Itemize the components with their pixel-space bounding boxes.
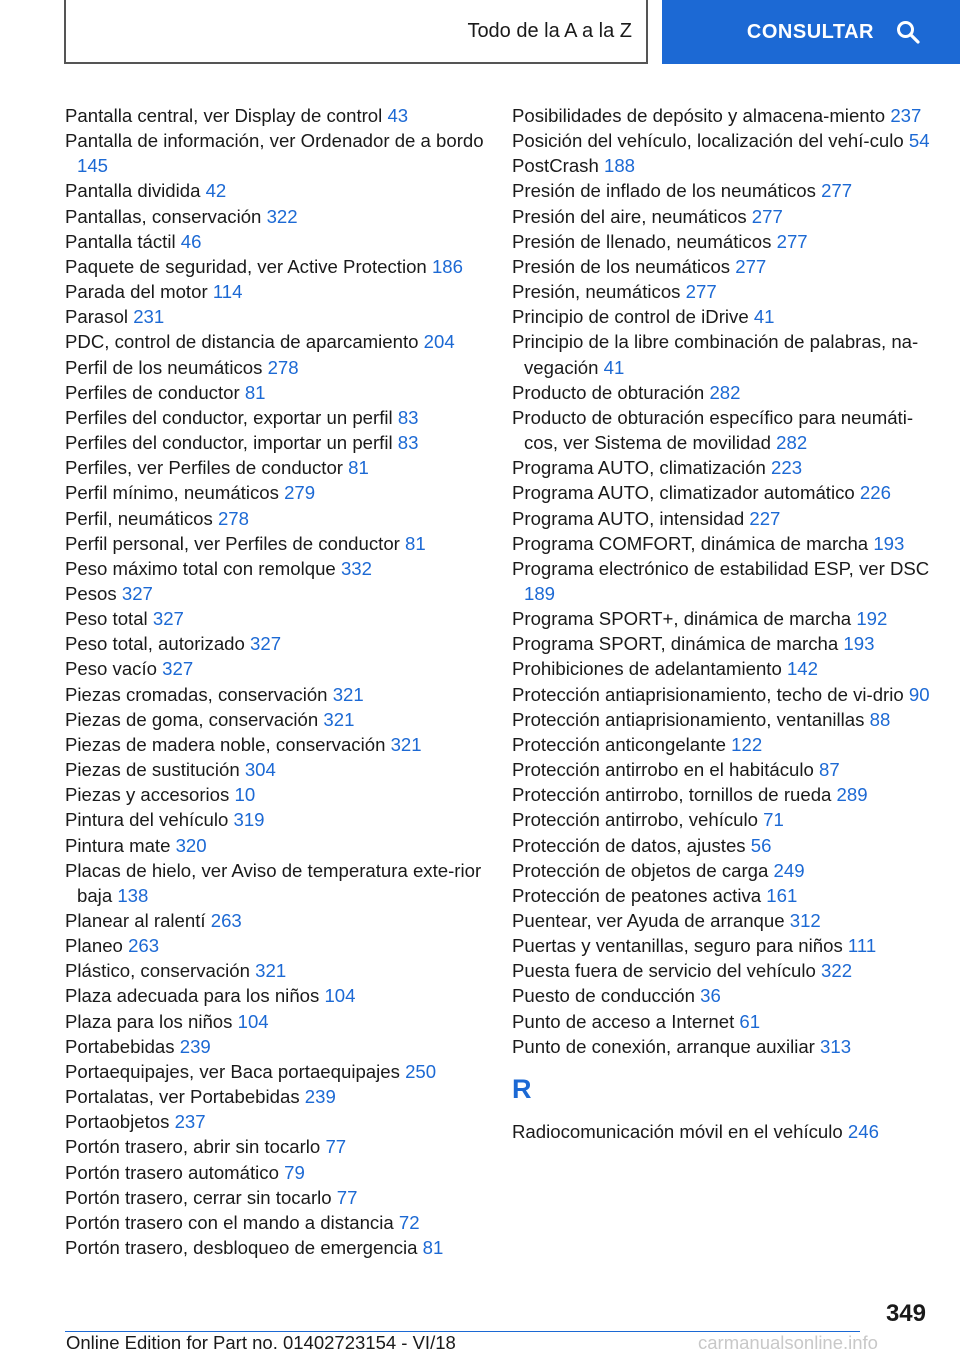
index-entry-page-link[interactable]: 312	[789, 910, 821, 931]
index-entry	[65, 279, 490, 304]
index-entry	[65, 581, 490, 606]
index-entry	[65, 1109, 490, 1134]
index-entry-page-link[interactable]: 83	[397, 406, 419, 428]
index-entry	[65, 732, 490, 757]
index-entry	[512, 782, 932, 807]
index-entry-page-link[interactable]: 46	[180, 230, 202, 252]
index-entry-page-link[interactable]: 56	[750, 834, 772, 856]
index-entry-page-link[interactable]: 61	[739, 1010, 761, 1032]
index-entry-page-link[interactable]: 332	[340, 557, 372, 579]
index-entry-page-link[interactable]: 246	[847, 1120, 879, 1142]
index-entry-term: Programa electrónico de estabilidad ESP, ver DSC	[512, 557, 930, 579]
index-entry	[512, 858, 932, 883]
index-entry-term: Programa SPORT, dinámica de marcha	[512, 633, 839, 655]
index-entry-term: Presión de llenado, neumáticos	[512, 230, 772, 252]
index-entry	[65, 933, 490, 958]
index-entry-term: Prohibiciones de adelantamiento	[512, 658, 782, 680]
index-entry-term: Puesta fuera de servicio del vehículo	[512, 960, 816, 982]
index-entry-page-link[interactable]: 278	[217, 507, 249, 529]
index-entry-page-link[interactable]: 192	[856, 608, 888, 630]
index-entry-term: Portaobjetos	[65, 1111, 170, 1133]
index-entry	[65, 103, 490, 128]
consultar-label: CONSULTAR	[746, 20, 874, 43]
search-icon	[896, 20, 920, 44]
index-entry-term: Portón trasero, desbloqueo de emergencia	[65, 1237, 418, 1259]
index-entry	[65, 229, 490, 254]
index-entry-term: Planeo	[65, 935, 123, 957]
index-entry-term: Posibilidades de depósito y almacena-miento	[512, 105, 886, 126]
index-entry-term: Producto de obturación	[512, 381, 705, 403]
index-entry-page-link[interactable]: 72	[398, 1211, 420, 1233]
index-entry	[65, 983, 490, 1008]
index-entry-term: Piezas de goma, conservación	[65, 708, 319, 730]
index-entry-page-link[interactable]: 189	[524, 582, 556, 604]
index-entry-term: Protección antirrobo, vehículo	[512, 809, 758, 831]
index-entry	[512, 656, 932, 681]
index-entry	[65, 656, 490, 681]
index-entry-page-link[interactable]: 114	[212, 281, 243, 303]
index-entry-page-link[interactable]: 104	[324, 985, 356, 1007]
index-entry-page-link[interactable]: 87	[819, 759, 840, 781]
index-entry-term: Producto de obturación específico para neumáti-cos, ver Sistema de movilidad	[512, 406, 914, 454]
index-entry-page-link[interactable]: 54	[908, 130, 930, 152]
index-entry	[65, 908, 490, 933]
index-entry	[65, 380, 490, 405]
index-entry-term: Presión de los neumáticos	[512, 255, 731, 277]
index-entry-term: Radiocomunicación móvil en el vehículo	[512, 1120, 843, 1142]
index-entry-page-link[interactable]: 319	[233, 809, 265, 831]
index-entry-page-link[interactable]: 83	[397, 432, 419, 454]
section-letter-r: R	[512, 1073, 532, 1104]
index-entry-term: Portón trasero, cerrar sin tocarlo	[65, 1186, 332, 1208]
index-entry-term: Perfil mínimo, neumáticos	[65, 482, 279, 504]
consultar-button[interactable]	[662, 0, 960, 64]
index-entry	[65, 1235, 490, 1260]
index-entry-page-link[interactable]: 277	[685, 281, 717, 303]
index-entry-page-link[interactable]: 227	[749, 507, 781, 529]
index-entry-term: Perfiles del conductor, exportar un perfil	[65, 406, 393, 428]
index-entry-term: Pantalla dividida	[65, 180, 201, 202]
index-entry-term: Perfil de los neumáticos	[65, 356, 263, 378]
index-entry-term: Protección antiaprisionamiento, techo de vi-drio	[512, 683, 904, 705]
index-entry-page-link[interactable]: 81	[405, 532, 426, 554]
index-entry-page-link[interactable]: 321	[332, 683, 364, 705]
index-entry	[512, 757, 932, 782]
index-entry-term: PostCrash	[512, 155, 599, 177]
index-entry-term: Peso total, autorizado	[65, 633, 245, 655]
index-entry-page-link[interactable]: 111	[847, 935, 877, 957]
index-entry-page-link[interactable]: 223	[771, 457, 803, 479]
index-entry	[65, 1134, 490, 1159]
index-entry-page-link[interactable]: 289	[836, 784, 868, 806]
index-entry-term: Piezas y accesorios	[65, 784, 230, 806]
index-entry-term: Plástico, conservación	[65, 960, 250, 982]
index-entry-term: Punto de acceso a Internet	[512, 1010, 735, 1032]
index-entry-page-link[interactable]: 77	[325, 1136, 347, 1158]
index-entry-term: PDC, control de distancia de aparcamiento	[65, 331, 419, 353]
index-entry	[65, 782, 490, 807]
index-entry	[512, 455, 932, 480]
index-entry-term: Peso máximo total con remolque	[65, 557, 336, 579]
index-entry-page-link[interactable]: 193	[843, 633, 875, 655]
index-entry-term: Pesos	[65, 582, 117, 604]
index-entry	[512, 732, 932, 757]
index-entry-page-link[interactable]: 161	[766, 884, 798, 906]
index-entry-term: Puertas y ventanillas, seguro para niños	[512, 935, 843, 957]
index-entry-term: Punto de conexión, arranque auxiliar	[512, 1035, 815, 1057]
index-entry-term: Pantallas, conservación	[65, 205, 262, 227]
index-entry	[512, 153, 932, 178]
index-entry-page-link[interactable]: 322	[266, 205, 298, 227]
index-entry-page-link[interactable]: 277	[735, 255, 767, 277]
index-entry-page-link[interactable]: 277	[751, 205, 783, 227]
index-entry	[512, 1119, 932, 1144]
index-entry-term: Placas de hielo, ver Aviso de temperatura exte-rior baja	[65, 859, 482, 906]
tab-todo-de-la-a-a-la-z[interactable]	[64, 0, 648, 64]
index-entry-page-link[interactable]: 77	[336, 1186, 358, 1208]
index-entry	[65, 682, 490, 707]
index-entry-term: Puesto de conducción	[512, 985, 695, 1007]
index-entry-term: Portón trasero, abrir sin tocarlo	[65, 1136, 321, 1158]
index-entry-page-link[interactable]: 142	[786, 658, 818, 680]
index-entry	[512, 329, 932, 379]
index-entry	[65, 455, 490, 480]
index-entry	[65, 204, 490, 229]
index-entry-page-link[interactable]: 277	[776, 230, 808, 252]
index-entry-term: Piezas de sustitución	[65, 759, 240, 781]
index-entry	[65, 556, 490, 581]
index-entry-page-link[interactable]: 71	[763, 809, 784, 831]
index-entry	[512, 883, 932, 908]
index-entry-term: Parada del motor	[65, 281, 208, 303]
index-entry-page-link[interactable]: 322	[821, 960, 853, 982]
index-entry	[65, 858, 490, 908]
index-entry-page-link[interactable]: 10	[234, 784, 256, 806]
index-entry-page-link[interactable]: 321	[255, 960, 287, 982]
index-entry	[512, 405, 932, 455]
index-entry-page-link[interactable]: 239	[179, 1035, 211, 1057]
index-entry-term: Perfiles, ver Perfiles de conductor	[65, 457, 343, 479]
index-entry-page-link[interactable]: 43	[387, 105, 409, 126]
index-entry-term: Pintura del vehículo	[65, 809, 229, 831]
index-entry	[65, 1059, 490, 1084]
tab-todo-label: Todo de la A a la Z	[467, 19, 632, 42]
index-entry-page-link[interactable]: 327	[250, 633, 282, 655]
index-entry-term: Programa AUTO, climatizador automático	[512, 482, 855, 504]
index-entry	[65, 807, 490, 832]
index-entry	[512, 682, 932, 707]
index-entry	[512, 229, 932, 254]
index-entry-page-link[interactable]: 321	[323, 708, 355, 730]
index-entry-page-link[interactable]: 81	[244, 381, 266, 403]
index-entry	[65, 531, 490, 556]
index-entry	[512, 556, 932, 606]
index-entry-term: Protección de objetos de carga	[512, 859, 769, 881]
index-entry-term: Presión, neumáticos	[512, 281, 681, 303]
index-entry	[512, 833, 932, 858]
index-entry-page-link[interactable]: 249	[773, 859, 805, 881]
index-entry	[512, 480, 932, 505]
index-entry	[65, 833, 490, 858]
index-entry	[512, 606, 932, 631]
index-entry-page-link[interactable]: 41	[603, 356, 625, 378]
index-entry	[512, 380, 932, 405]
index-entry	[512, 807, 932, 832]
index-entry	[65, 304, 490, 329]
index-entry-page-link[interactable]: 186	[431, 255, 463, 277]
index-entry	[512, 103, 932, 128]
index-entry	[512, 983, 932, 1008]
index-entry-page-link[interactable]: 313	[820, 1035, 852, 1057]
index-entry	[512, 279, 932, 304]
index-entry-page-link[interactable]: 278	[267, 356, 299, 378]
index-entry	[65, 1210, 490, 1235]
index-entry-term: Planear al ralentí	[65, 910, 206, 931]
index-entry	[65, 329, 490, 354]
index-entry	[65, 1160, 490, 1185]
index-column-right	[512, 103, 932, 1144]
index-entry-page-link[interactable]: 122	[731, 733, 763, 755]
index-entry	[65, 1084, 490, 1109]
index-entry-term: Programa AUTO, intensidad	[512, 507, 745, 529]
index-entry	[65, 355, 490, 380]
index-entry-page-link[interactable]: 327	[121, 582, 153, 604]
index-entry	[512, 908, 932, 933]
index-entry-page-link[interactable]: 42	[205, 180, 227, 202]
index-entry-page-link[interactable]: 90	[908, 683, 930, 705]
index-entry-term: Protección de datos, ajustes	[512, 834, 746, 856]
index-entry-term: Perfiles del conductor, importar un perfil	[65, 432, 393, 454]
index-entry	[65, 958, 490, 983]
index-entry-term: Puentear, ver Ayuda de arranque	[512, 910, 785, 931]
index-entry-term: Programa SPORT+, dinámica de marcha	[512, 608, 852, 630]
index-entry-term: Plaza para los niños	[65, 1010, 233, 1032]
footer-watermark: carmanualsonline.info	[698, 1332, 878, 1353]
index-entry	[512, 1009, 932, 1034]
index-entry-term: Pantalla central, ver Display de control	[65, 105, 383, 126]
index-entry-page-link[interactable]: 231	[133, 306, 165, 328]
index-entry-page-link[interactable]: 282	[776, 432, 808, 454]
index-entry-page-link[interactable]: 188	[603, 155, 636, 177]
footer-edition-text: Online Edition for Part no. 01402723154 - VI/18	[66, 1332, 456, 1353]
index-entry	[65, 128, 490, 178]
index-entry-page-link[interactable]: 279	[284, 482, 316, 504]
index-entry-page-link[interactable]: 36	[700, 985, 721, 1007]
index-entry-term: Plaza adecuada para los niños	[65, 985, 320, 1007]
index-entry-term: Principio de control de iDrive	[512, 306, 749, 328]
index-entry-page-link[interactable]: 193	[873, 532, 905, 554]
page-number: 349	[885, 1300, 926, 1327]
index-entry	[65, 254, 490, 279]
index-entry-page-link[interactable]: 226	[859, 482, 891, 504]
index-entry-page-link[interactable]: 320	[175, 834, 207, 856]
index-entry	[65, 757, 490, 782]
index-entry-page-link[interactable]: 327	[162, 658, 194, 680]
index-entry	[512, 204, 932, 229]
index-entry-page-link[interactable]: 237	[174, 1111, 206, 1133]
index-entry-term: Perfiles de conductor	[65, 381, 240, 403]
index-entry	[512, 933, 932, 958]
index-entry	[65, 480, 490, 505]
index-entry-page-link[interactable]: 81	[422, 1237, 444, 1259]
index-entry-page-link[interactable]: 263	[210, 910, 242, 931]
index-entry-term: Programa COMFORT, dinámica de marcha	[512, 532, 869, 554]
index-entry-term: Programa AUTO, climatización	[512, 457, 766, 479]
index-entry-term: Presión de inflado de los neumáticos	[512, 180, 816, 202]
index-entry	[512, 707, 932, 732]
index-entry-page-link[interactable]: 145	[77, 155, 109, 177]
index-entry	[512, 631, 932, 656]
index-entry	[65, 707, 490, 732]
index-entry	[65, 405, 490, 430]
index-entry-page-link[interactable]: 204	[423, 331, 455, 353]
index-entry-page-link[interactable]: 104	[237, 1010, 269, 1032]
index-entry-term: Protección antirrobo en el habitáculo	[512, 759, 814, 781]
index-entry-page-link[interactable]: 41	[753, 306, 775, 328]
index-entry-page-link[interactable]: 250	[405, 1060, 437, 1082]
index-entry-term: Portalatas, ver Portabebidas	[65, 1086, 300, 1108]
index-entry	[512, 178, 932, 203]
index-entry	[65, 1034, 490, 1059]
index-entry-term: Peso vacío	[65, 658, 157, 680]
index-entry	[65, 606, 490, 631]
index-entry-term: Paquete de seguridad, ver Active Protection	[65, 255, 427, 277]
index-entry	[512, 1034, 932, 1059]
index-entry-page-link[interactable]: 321	[390, 733, 422, 755]
index-entry-term: Portón trasero con el mando a distancia	[65, 1211, 394, 1233]
index-entry-term: Parasol	[65, 306, 129, 328]
index-entry	[512, 304, 932, 329]
index-entry	[65, 1185, 490, 1210]
index-entry-term: Protección de peatones activa	[512, 884, 762, 906]
index-entry-term: Piezas de madera noble, conservación	[65, 733, 386, 755]
index-entry	[512, 506, 932, 531]
index-entry-term: Protección antiaprisionamiento, ventanillas	[512, 708, 865, 730]
index-entry-page-link[interactable]: 237	[890, 105, 922, 126]
index-entry-page-link[interactable]: 282	[709, 381, 741, 403]
index-entry	[512, 958, 932, 983]
index-entry	[65, 178, 490, 203]
index-entry	[512, 128, 932, 153]
index-entry-term: Pintura mate	[65, 834, 171, 856]
index-entry-term: Piezas cromadas, conservación	[65, 683, 328, 705]
index-entry-term: Posición del vehículo, localización del vehí-culo	[512, 130, 904, 152]
index-entry-page-link[interactable]: 81	[348, 457, 369, 479]
index-entry	[512, 254, 932, 279]
index-entry	[65, 1009, 490, 1034]
index-entry-page-link[interactable]: 304	[244, 759, 276, 781]
index-entry	[65, 631, 490, 656]
index-entry-page-link[interactable]: 138	[117, 884, 149, 906]
index-entry-term: Pantalla táctil	[65, 230, 176, 252]
index-entry-term: Portabebidas	[65, 1035, 175, 1057]
index-entry	[65, 506, 490, 531]
index-entry-page-link[interactable]: 277	[821, 180, 853, 202]
index-entry-page-link[interactable]: 88	[869, 708, 891, 730]
index-entry-term: Peso total	[65, 608, 148, 630]
index-entry	[65, 430, 490, 455]
index-entry-term: Perfil, neumáticos	[65, 507, 213, 529]
index-entry-page-link[interactable]: 239	[304, 1086, 336, 1108]
index-entry-term: Presión del aire, neumáticos	[512, 205, 747, 227]
index-entry-term: Perfil personal, ver Perfiles de conductor	[65, 532, 400, 554]
index-entry-page-link[interactable]: 263	[128, 935, 160, 957]
index-entry-term: Portaequipajes, ver Baca portaequipajes	[65, 1060, 400, 1082]
index-entry	[512, 531, 932, 556]
index-column-left	[65, 103, 490, 1260]
index-entry-term: Principio de la libre combinación de palabras, na-vegación	[512, 331, 919, 378]
index-entry-page-link[interactable]: 79	[284, 1161, 305, 1183]
index-entry-term: Portón trasero automático	[65, 1161, 279, 1183]
index-entry-term: Protección antirrobo, tornillos de rueda	[512, 784, 832, 806]
index-entry-term: Protección anticongelante	[512, 733, 726, 755]
index-entry-page-link[interactable]: 327	[152, 608, 184, 630]
index-entry-term: Pantalla de información, ver Ordenador de a bordo	[65, 130, 484, 152]
